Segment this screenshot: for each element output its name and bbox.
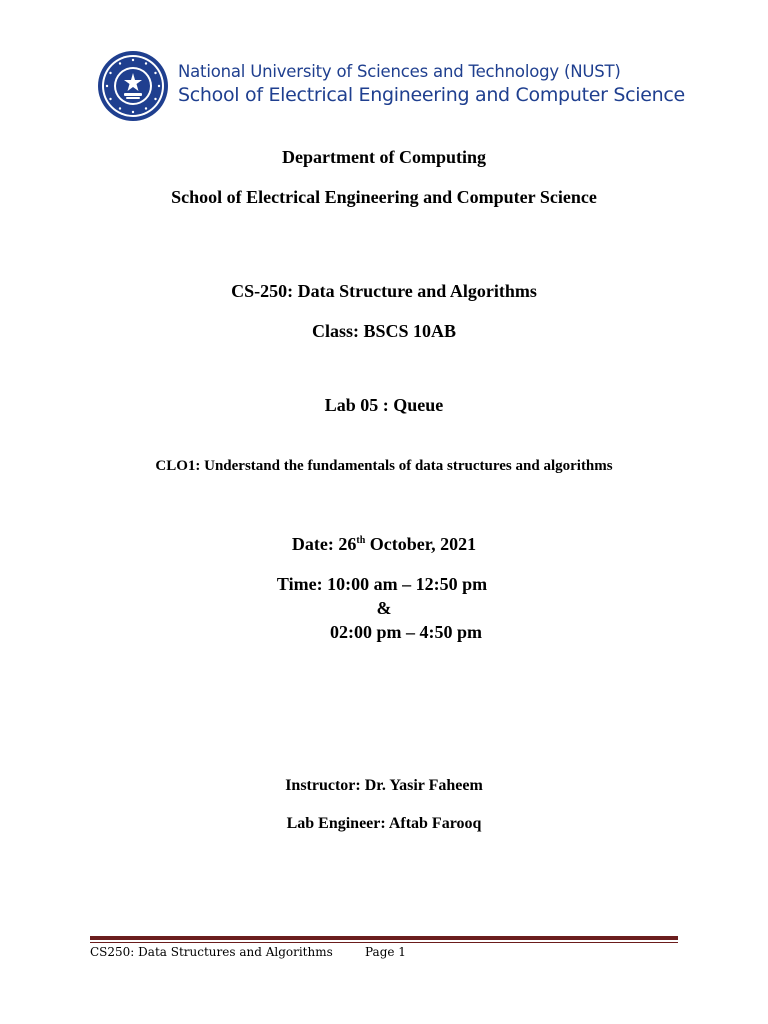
lab-date [0, 534, 768, 555]
nust-seal-icon [97, 50, 169, 122]
time-slot-2: 02:00 pm – 4:50 pm [330, 622, 482, 642]
page-header [97, 50, 697, 122]
school-title: School of Electrical Engineering and Computer Science [171, 187, 597, 207]
university-name: National University of Sciences and Technology (NUST) [178, 62, 621, 81]
school-name-header: School of Electrical Engineering and Computer Science [178, 84, 685, 106]
date-ordinal: th [356, 535, 366, 546]
instructor-name: Instructor: Dr. Yasir Faheem [285, 777, 483, 794]
lab-title: Lab 05 : Queue [324, 395, 444, 415]
clo-statement: CLO1: Understand the fundamentals of data structures and algorithms [155, 458, 613, 474]
date-suffix: October, 2021 [365, 534, 477, 554]
time-and: & [376, 598, 392, 618]
lab-engineer-name: Lab Engineer: Aftab Farooq [286, 815, 482, 832]
time-slot-1: Time: 10:00 am – 12:50 pm [276, 574, 488, 594]
footer-course: CS250: Data Structures and Algorithms [90, 945, 333, 959]
department-title: Department of Computing [282, 147, 486, 167]
footer-page-number: Page 1 [365, 945, 406, 959]
date-prefix: Date: 26 [291, 534, 357, 554]
course-title: CS-250: Data Structure and Algorithms [231, 281, 537, 301]
footer-rule-thin [90, 942, 678, 943]
footer-rule [90, 936, 678, 940]
class-title: Class: BSCS 10AB [311, 321, 457, 341]
